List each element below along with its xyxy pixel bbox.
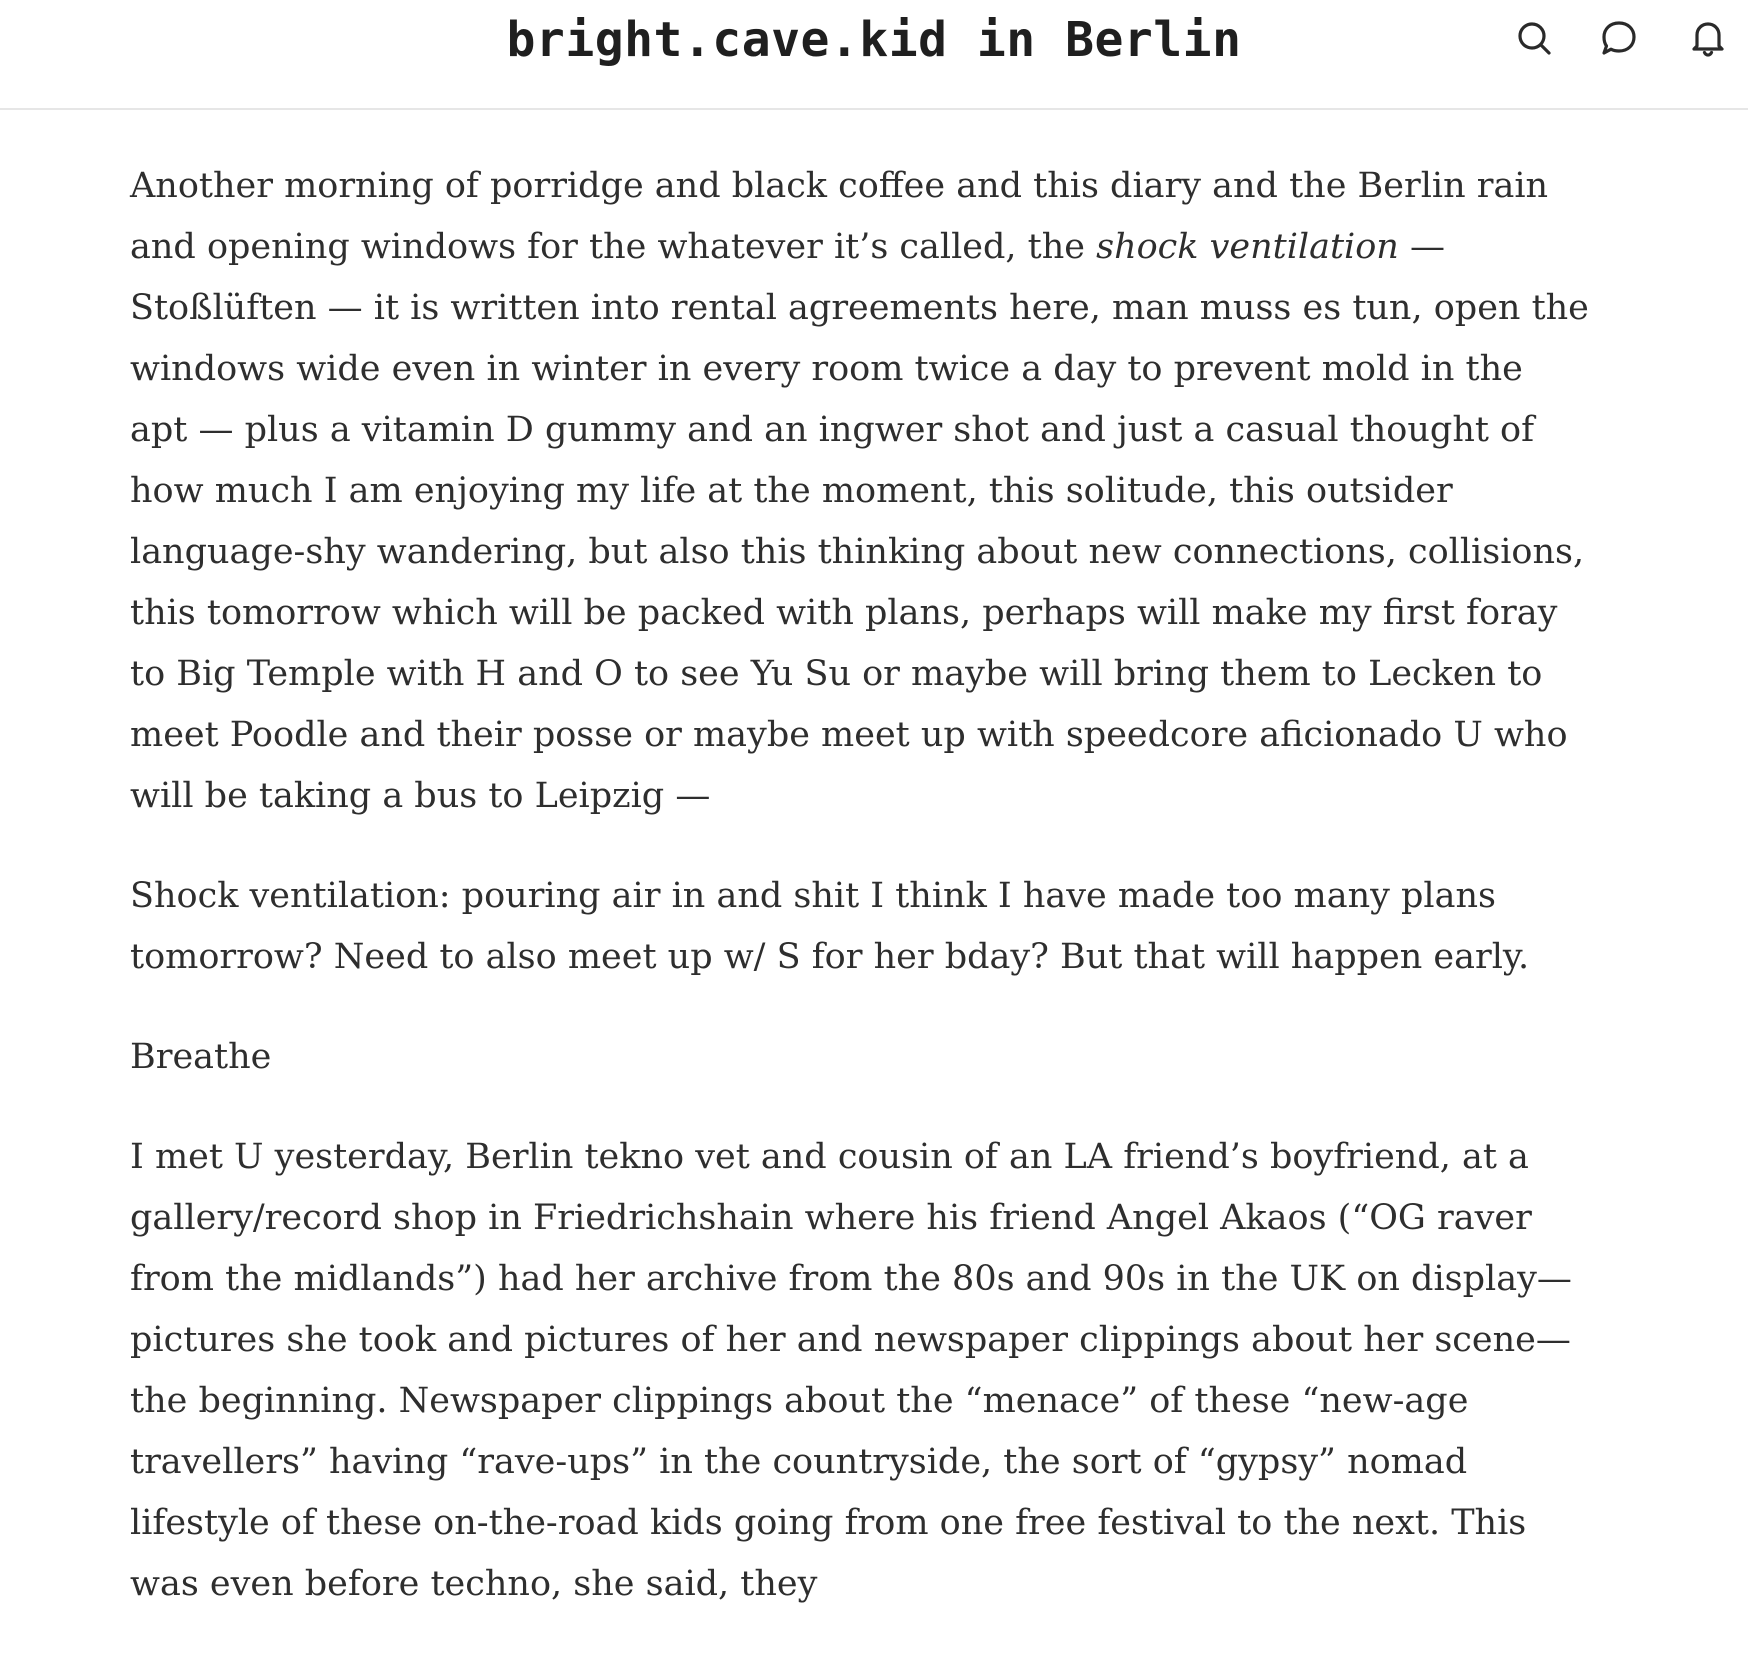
paragraph-3: Breathe bbox=[130, 1037, 272, 1077]
site-title[interactable]: bright.cave.kid in Berlin bbox=[506, 12, 1242, 68]
paragraph-1-text-end: — Stoßlüften — it is written into rental agreements here, man muss es tun, open the windows wide even in winter in every room twice a day to prevent mold in the apt — plus a vitamin D gummy and an ingwer shot and just a casual thought of how much I am enjoying my life at the moment, this solitude, this outsider language-shy wandering, but also this thinking about new connections, collisions, this tomorrow which will be packed with plans, perhaps will make my first foray to Big Temple with H and O to see Yu Su or maybe will bring them to Lecken to meet Poodle and their posse or maybe meet up with speedcore aficionado U who will be taking a bus to Leipzig — bbox=[130, 227, 1589, 816]
search-icon[interactable] bbox=[1512, 16, 1556, 60]
post-body bbox=[130, 156, 1590, 1654]
paragraph-1-italic-phrase: shock ventilation bbox=[1096, 227, 1399, 267]
paragraph-4: I met U yesterday, Berlin tekno vet and cousin of an LA friend’s boyfriend, at a gallery/record shop in Friedrichshain where his friend Angel Akaos (“OG raver from the midlands”) had her archive from the 80s and 90s in the UK on display—pictures she took and pictures of her and newspaper clippings about her scene—the beginning. Newspaper clippings about the “menace” of these “new-age travellers” having “rave-ups” in the countryside, the sort of “gypsy” nomad lifestyle of these on-the-road kids going from one free festival to the next. This was even before techno, she said, they bbox=[130, 1137, 1572, 1604]
paragraph-2: Shock ventilation: pouring air in and shit I think I have made too many plans tomorrow? Need to also meet up w/ S for her bday? But that will happen early. bbox=[130, 876, 1530, 977]
top-bar bbox=[0, 0, 1748, 110]
chat-icon[interactable] bbox=[1597, 16, 1641, 60]
paragraph-1 bbox=[130, 156, 1590, 827]
paragraph-1-text-start: Another morning of porridge and black coffee and this diary and the Berlin rain and opening windows for the whatever it’s called, the bbox=[130, 166, 1549, 267]
bell-icon[interactable] bbox=[1686, 16, 1730, 60]
